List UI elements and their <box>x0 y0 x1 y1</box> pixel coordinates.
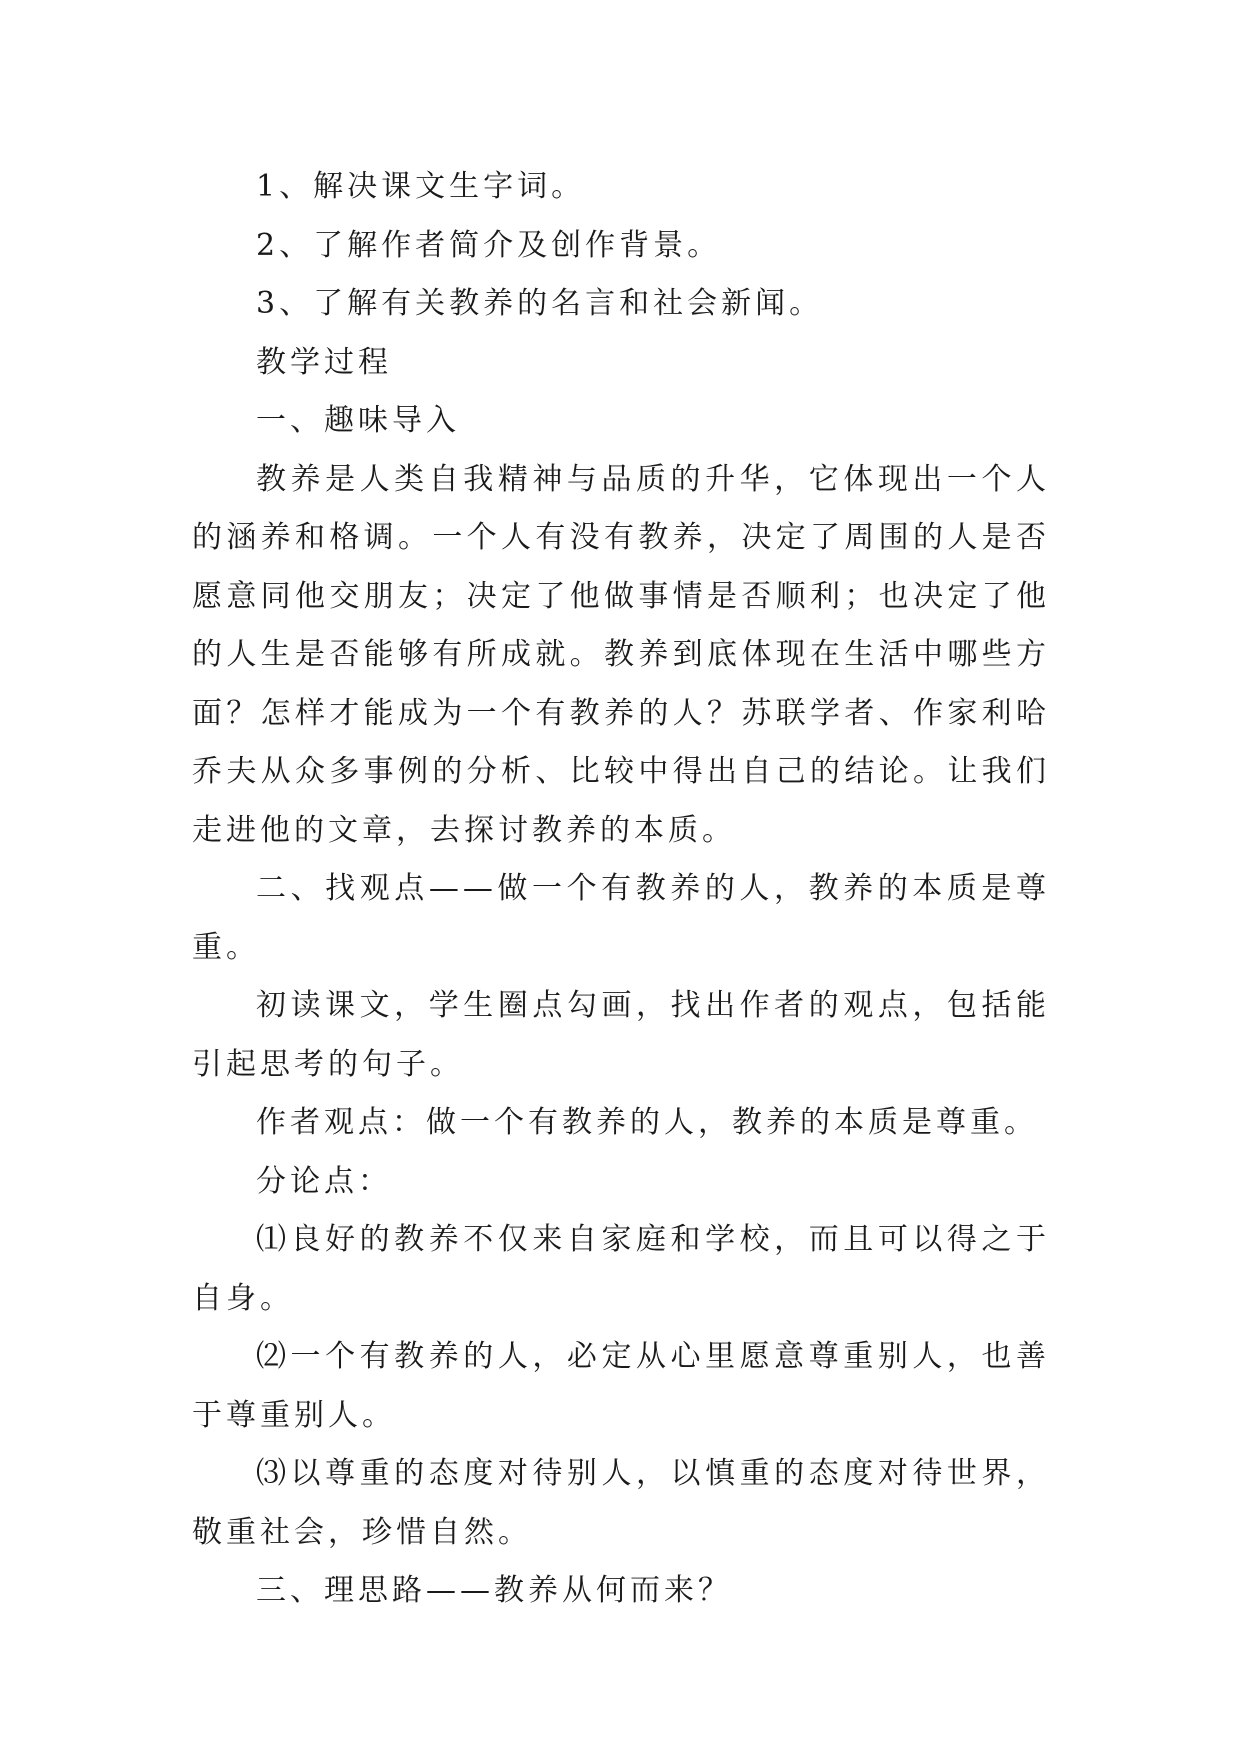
reading-instruction: 初读课文，学生圈点勾画，找出作者的观点，包括能引起思考的句子。 <box>192 988 1050 1082</box>
intro-paragraph: 教养是人类自我精神与品质的升华，它体现出一个人的涵养和格调。一个人有没有教养，决定了周围的人是否愿意同他交朋友；决定了他做事情是否顺利；也决定了他的人生是否能够有所成就。教养到底体现在生活中哪些方面？怎样才能成为一个有教养的人？苏联学者、作家利哈乔夫从众多事例的分析、比较中得出自己的结论。让我们走进他的文章，去探讨教养的本质。 <box>192 461 1050 848</box>
sub-argument-3: ⑶以尊重的态度对待别人，以慎重的态度对待世界，敬重社会，珍惜自然。 <box>192 1456 1050 1550</box>
section-heading-viewpoint: 二、找观点——做一个有教养的人，教养的本质是尊重。 <box>192 871 1050 965</box>
sub-argument-2: ⑵一个有教养的人，必定从心里愿意尊重别人，也善于尊重别人。 <box>192 1339 1050 1433</box>
section-heading-structure: 三、理思路——教养从何而来？ <box>256 1573 732 1608</box>
section-heading-teaching-process: 教学过程 <box>256 344 392 380</box>
objective-item-1: 1、解决课文生字词。 <box>256 169 586 204</box>
sub-arguments-label: 分论点： <box>256 1163 392 1199</box>
sub-argument-1: ⑴良好的教养不仅来自家庭和学校，而且可以得之于自身。 <box>192 1222 1050 1316</box>
section-heading-intro: 一、趣味导入 <box>256 403 460 438</box>
objective-item-3: 3、了解有关教养的名言和社会新闻。 <box>256 286 824 321</box>
objective-item-2: 2、了解作者简介及创作背景。 <box>256 227 722 263</box>
author-viewpoint: 作者观点：做一个有教养的人，教养的本质是尊重。 <box>256 1105 1038 1140</box>
document-body <box>192 158 1050 1621</box>
